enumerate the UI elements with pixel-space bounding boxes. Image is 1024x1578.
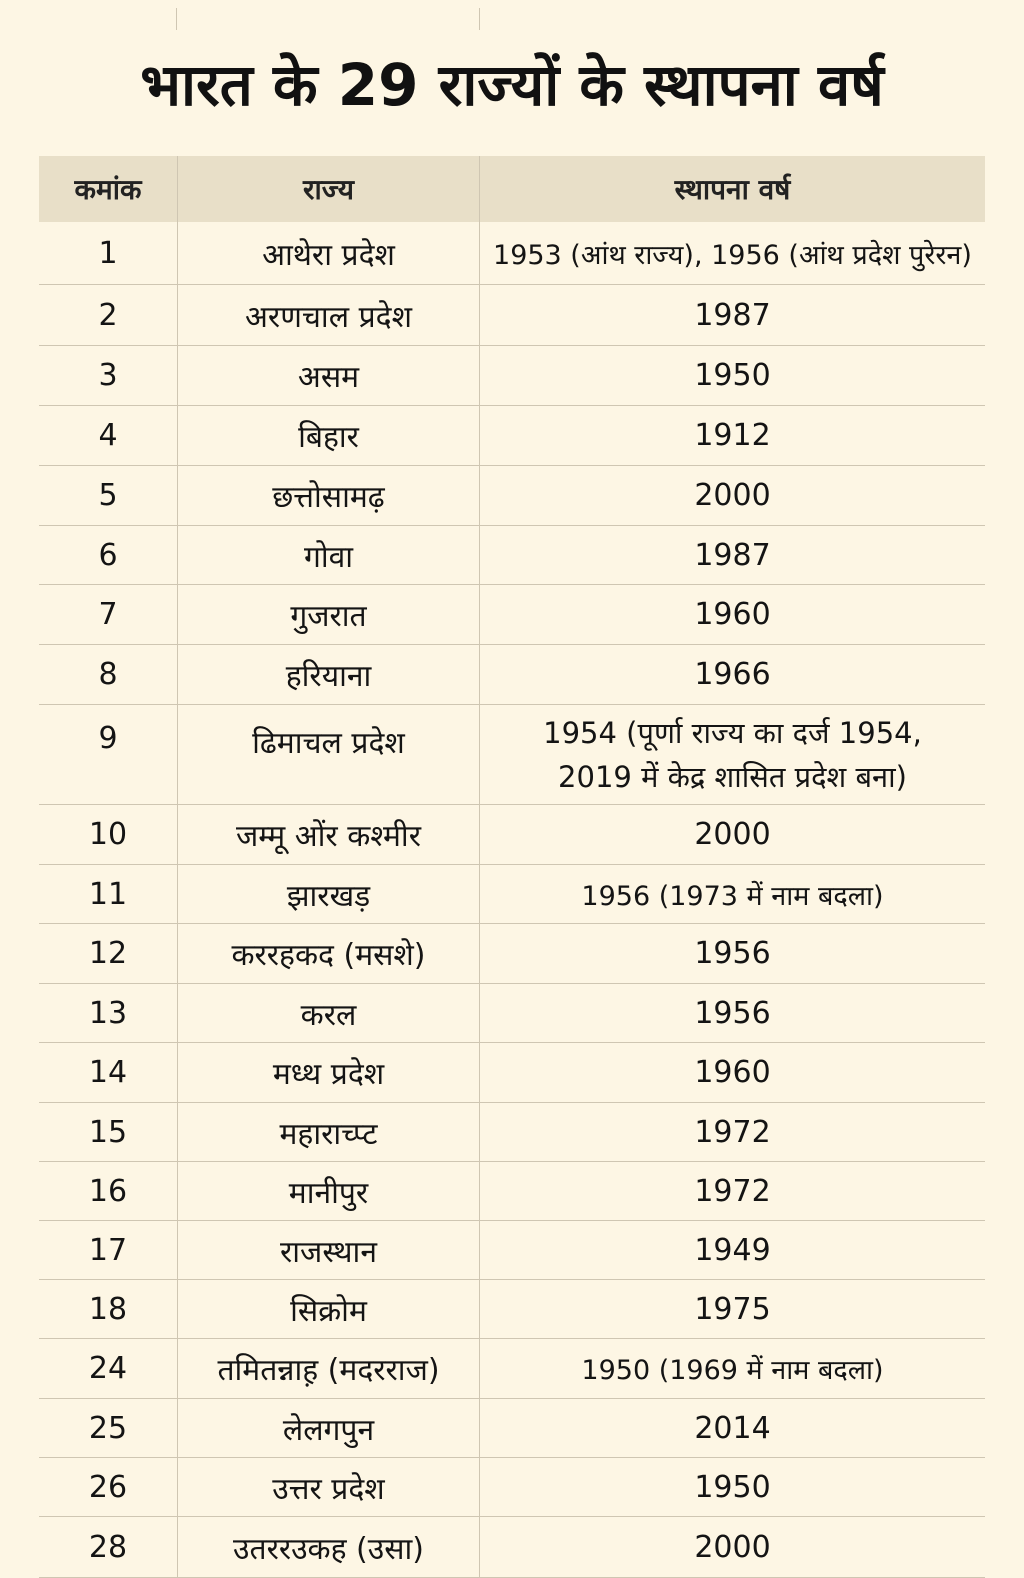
year-cell: 1953 (आंथ राज्य), 1956 (आंथ प्रदेश पुरेरन) [479,222,985,284]
state-cell: हरियाना [177,645,479,704]
serial-cell: 14 [88,1055,128,1090]
year-cell: 2000 [479,1517,985,1577]
table-row [39,805,985,865]
serial-cell: 5 [98,478,118,513]
year-cell: 1912 [479,406,985,465]
serial-cell: 8 [98,657,118,692]
state-cell: महाराच्प्ट [177,1103,479,1161]
table-row [39,406,985,466]
year-cell: 1987 [479,526,985,584]
year-cell: 1987 [479,285,985,345]
divider [176,8,177,30]
table-row [39,222,985,285]
table-row [39,1043,985,1103]
state-cell: गोवा [177,526,479,584]
table-row [39,285,985,346]
state-cell: कररहकद (मसशे) [177,924,479,983]
state-cell: असम [177,346,479,405]
state-cell: लेलगपुन [177,1399,479,1457]
table-row [39,705,985,805]
table-row [39,346,985,406]
header-year: स्थापना वर्ष [479,156,985,222]
header-serial: कमांक [74,173,142,206]
table-row [39,1221,985,1280]
serial-cell: 1 [98,235,118,271]
table-row [39,1103,985,1162]
state-cell: करल [177,984,479,1042]
year-cell: 1960 [479,585,985,644]
table-row [39,984,985,1043]
serial-cell: 2 [98,297,118,333]
year-cell: 1954 (पूर्णा राज्य का दर्ज 1954, 2019 में केद्र शासित प्रदेश बना) [479,705,985,804]
year-cell: 1950 [479,1458,985,1516]
state-cell: मानीपुर [177,1162,479,1220]
divider [479,8,480,30]
year-cell: 2000 [479,805,985,864]
year-cell: 1956 [479,924,985,983]
year-cell: 1949 [479,1221,985,1279]
year-cell: 1975 [479,1280,985,1338]
serial-cell: 26 [88,1469,128,1505]
year-cell: 1960 [479,1043,985,1102]
state-cell: राजस्थान [177,1221,479,1279]
serial-cell: 11 [88,876,128,912]
year-cell: 1972 [479,1162,985,1220]
serial-cell: 12 [88,936,128,971]
header-state: राज्य [177,156,479,222]
serial-cell: 17 [88,1232,128,1268]
serial-cell: 4 [98,418,118,453]
state-cell: मध्थ प्रदेश [177,1043,479,1102]
state-cell: तमितन्नाह़ (मदरराज) [177,1339,479,1398]
year-cell: 2000 [479,466,985,525]
table-row [39,924,985,984]
table-row [39,585,985,645]
serial-cell: 9 [98,721,118,756]
table-row [39,1399,985,1458]
state-cell: झारखड़ [177,865,479,923]
state-cell: आथेरा प्रदेश [177,222,479,284]
states-table [39,156,985,1578]
serial-cell: 7 [98,597,118,632]
table-header [39,156,985,222]
state-cell: बिहार [177,406,479,465]
serial-cell: 18 [88,1291,128,1327]
serial-cell: 15 [88,1114,128,1150]
serial-cell: 10 [88,817,128,852]
table-row [39,526,985,585]
state-cell: जम्मू ओंर कश्मीर [177,805,479,864]
year-cell: 1956 (1973 में नाम बदला) [479,865,985,923]
state-cell: सिक्रोम [177,1280,479,1338]
state-cell: ढिमाचल प्रदेश [177,705,479,804]
year-cell: 1972 [479,1103,985,1161]
serial-cell: 25 [88,1410,128,1446]
state-cell: उत्तर प्रदेश [177,1458,479,1516]
serial-cell: 28 [88,1529,128,1565]
year-cell: 2014 [479,1399,985,1457]
state-cell: उतररउकह (उसा) [177,1517,479,1577]
table-row [39,1458,985,1517]
table-row [39,1339,985,1399]
table-row [39,865,985,924]
serial-cell: 6 [98,537,118,573]
year-cell: 1966 [479,645,985,704]
table-body [39,222,985,1578]
table-row [39,1517,985,1578]
year-cell: 1950 (1969 में नाम बदला) [479,1339,985,1398]
year-cell: 1956 [479,984,985,1042]
serial-cell: 24 [88,1351,128,1386]
year-cell: 1950 [479,346,985,405]
state-cell: छत्तोसामढ़ [177,466,479,525]
serial-cell: 16 [88,1173,128,1209]
page-title: भारत के 29 राज्यों के स्थापना वर्ष [140,51,884,119]
table-row [39,466,985,526]
state-cell: अरणचाल प्रदेश [177,285,479,345]
serial-cell: 13 [88,995,128,1031]
serial-cell: 3 [98,358,118,393]
table-row [39,1280,985,1339]
table-row [39,645,985,705]
table-row [39,1162,985,1221]
state-cell: गुजरात [177,585,479,644]
